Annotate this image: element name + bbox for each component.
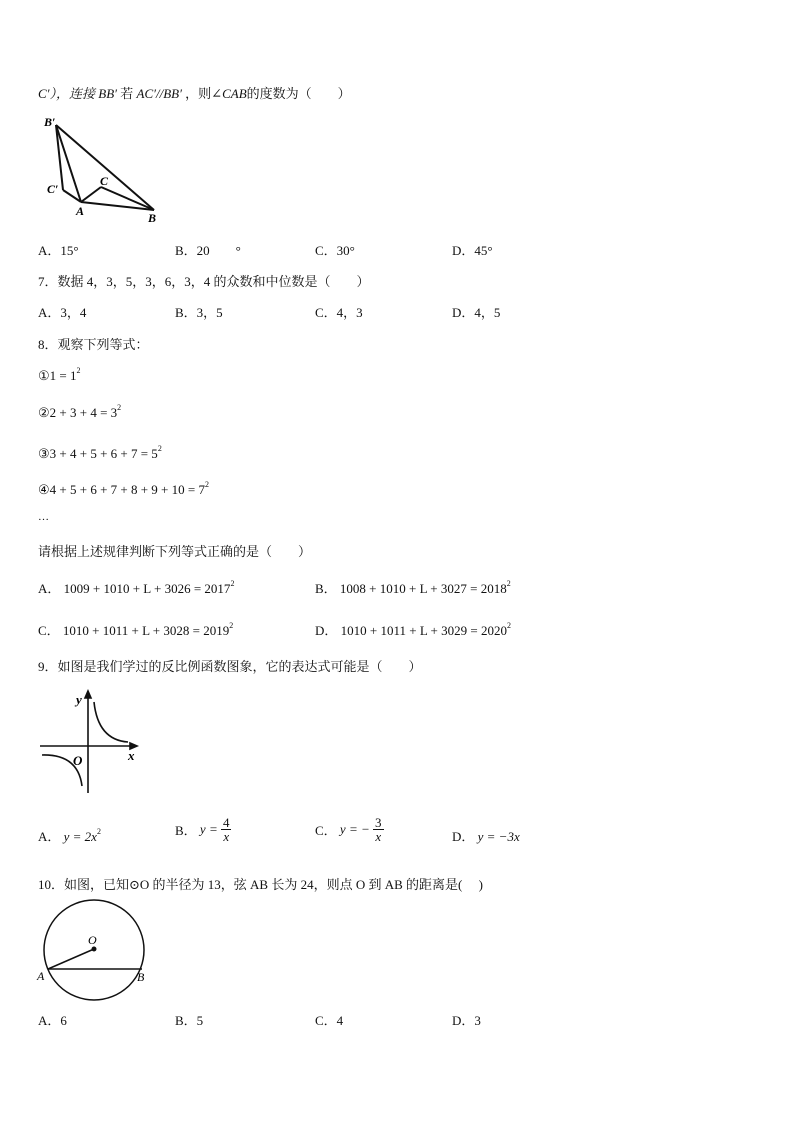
q10-circle-figure [36,906,156,991]
q8-stem: 8．观察下列等式： [38,337,149,352]
q10-stem: 10．如图，已知⊙O 的半径为 13，弦 AB 长为 24，则点 O 到 AB 的距离是( ) [38,877,483,892]
q6-option-c[interactable]: C．30° [315,243,355,258]
fig6-label-a: A [76,204,85,218]
q6-stem-tail: C′），连接 BB′ 若 AC′//BB′ ，则∠CAB的度数为（ ） [38,86,351,101]
q7-option-a[interactable]: A．3，4 [38,305,87,320]
q9-stem: 9．如图是我们学过的反比例函数图象，它的表达式可能是（ ） [38,659,422,674]
q8-prompt: 请根据上述规律判断下列等式正确的是（ ） [38,544,312,559]
fig10-label-b: B [137,970,145,984]
fig6-label-cprime: C′ [47,182,59,196]
q8-option-c[interactable]: C． $1010 + 1011 + L + 3028 = 2019^2$ [38,621,234,638]
q9-option-a[interactable]: A． $y = 2x^2$ [38,827,101,844]
center-point [92,947,97,952]
q6-option-d[interactable]: D．45° [452,243,493,258]
q10-option-b[interactable]: B．5 [175,1013,204,1028]
q6-option-b[interactable]: B．20 ° [175,243,241,258]
q7-option-b[interactable]: B．3，5 [175,305,223,320]
q9-hyperbola-graph [38,688,148,798]
graph9-label-origin: O [73,753,83,768]
graph9-label-x: x [128,748,135,763]
q10-option-d[interactable]: D．3 [452,1013,481,1028]
q10-option-a[interactable]: A．6 [38,1013,67,1028]
q7-option-d[interactable]: D．4，5 [452,305,501,320]
q9-option-d[interactable]: D． y = −3x [452,829,520,844]
q7-stem: 7．数据 4，3，5，3，6，3，4 的众数和中位数是（ ） [38,274,370,289]
fig10-label-a: A [37,969,45,983]
q9-option-c[interactable]: C． y = − $\frac{3}{x}$ [315,815,382,844]
graph9-label-y: y [76,692,82,707]
q8-option-d[interactable]: D． $1010 + 1011 + L + 3029 = 2020^2$ [315,621,511,638]
q8-equation-4: ④4 + $5 + 6 + 7 + 8 + 9 + 10 = 7^2$ [38,480,209,497]
hyperbola-branch-q1 [94,702,128,742]
fig6-label-b: B [148,211,157,225]
q6-option-a[interactable]: A．15° [38,243,79,258]
q8-option-a[interactable]: A． $1009 + 1010 + L + 3026 = 2017^2$ [38,579,235,596]
fig6-label-c: C [100,174,109,188]
radius-oa [48,949,94,969]
q10-option-c[interactable]: C．4 [315,1013,344,1028]
fraction: $\frac{4}{x}$ [222,815,230,844]
q9-option-b[interactable]: B． y = $\frac{4}{x}$ [175,815,230,844]
q8-equation-3: ③3 + $4 + 5 + 6 + 7 = 5^2$ [38,444,162,461]
fig6-label-bprime: B′ [44,115,56,129]
q8-equation-2: ②2 + $3 + 4 = 3^2$ [38,403,122,420]
q7-option-c[interactable]: C．4，3 [315,305,363,320]
fraction: $\frac{3}{x}$ [375,815,382,844]
q8-ellipsis: … [38,511,49,523]
fig10-label-o: O [88,933,97,947]
q8-equation-1: ①1 = $1^2$ [38,366,81,383]
q8-option-b[interactable]: B． $1008 + 1010 + L + 3027 = 2018^2$ [315,579,511,596]
q6-triangle-figure [38,112,168,227]
